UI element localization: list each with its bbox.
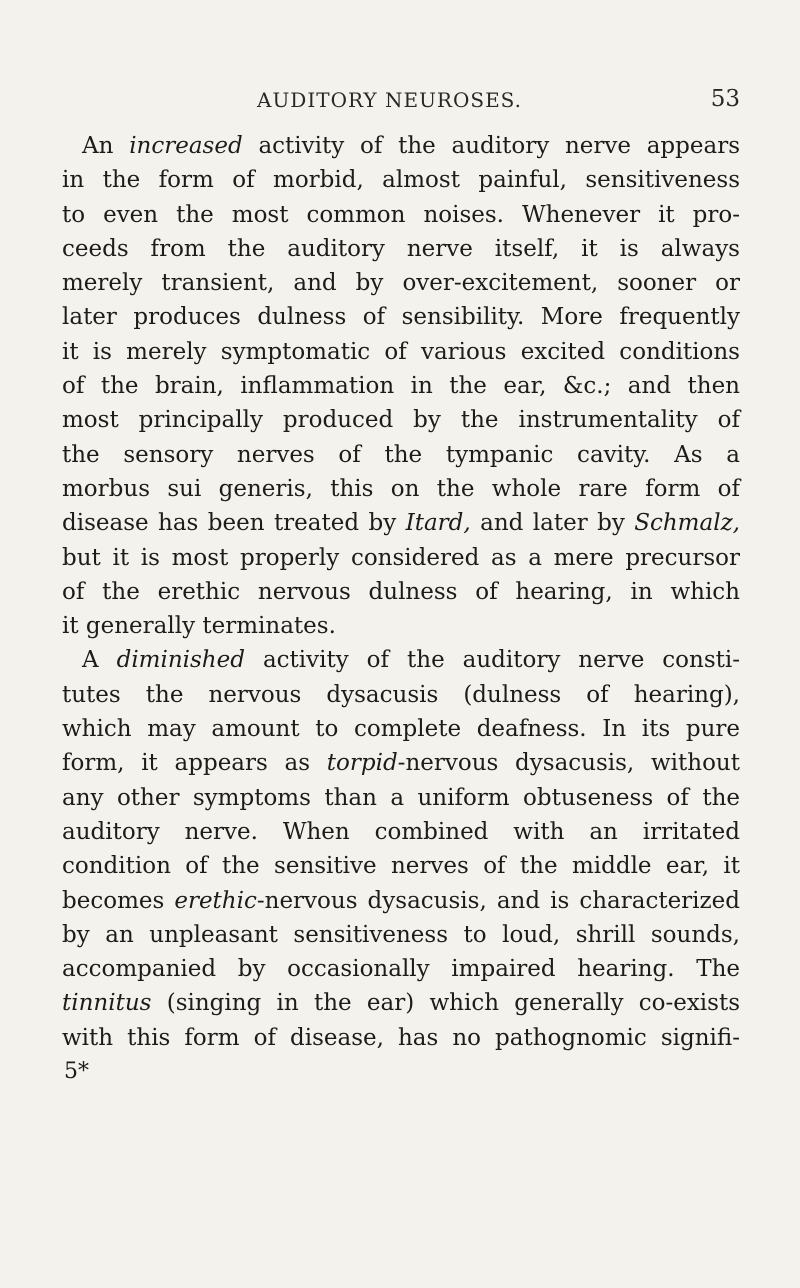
text-line: it is merely symptomatic of various excited conditions bbox=[62, 338, 740, 365]
text-line: becomes erethic-nervous dysacusis, and is characterized bbox=[62, 887, 740, 914]
text-line: of the brain, inflammation in the ear, &c.; and then bbox=[62, 373, 740, 400]
page-number: 53 bbox=[710, 86, 740, 112]
running-head: AUDITORY NEUROSES. bbox=[257, 88, 523, 112]
text-line: to even the most common noises. Whenever it pro- bbox=[62, 201, 740, 228]
text-line: auditory nerve. When combined with an irritated bbox=[62, 818, 740, 845]
text-line: tutes the nervous dysacusis (dulness of hearing), bbox=[62, 681, 740, 708]
page-header bbox=[62, 88, 740, 120]
body-text bbox=[62, 129, 740, 1089]
text-line: with this form of disease, has no pathognomic signifi- bbox=[62, 1024, 740, 1051]
text-line: tinnitus (singing in the ear) which generally co-exists bbox=[62, 990, 740, 1017]
text-line: merely transient, and by over-excitement, sooner or bbox=[62, 270, 740, 297]
text-line: An increased activity of the auditory nerve appears bbox=[82, 133, 740, 159]
text-line: most principally produced by the instrumentality of bbox=[62, 407, 740, 434]
text-line: any other symptoms than a uniform obtuseness of the bbox=[62, 784, 740, 811]
text-line: of the erethic nervous dulness of hearing, in which bbox=[62, 578, 740, 605]
text-line: by an unpleasant sensitiveness to loud, shrill sounds, bbox=[62, 921, 740, 948]
text-line: which may amount to complete deafness. In its pure bbox=[62, 716, 740, 743]
text-line: later produces dulness of sensibility. More frequently bbox=[62, 304, 740, 331]
text-line: form, it appears as torpid-nervous dysacusis, without bbox=[62, 750, 740, 777]
text-line: it generally terminates. bbox=[62, 613, 336, 640]
text-line: disease has been treated by Itard, and later by Schmalz, bbox=[62, 510, 740, 537]
text-line: in the form of morbid, almost painful, sensitiveness bbox=[62, 167, 740, 194]
text-line: the sensory nerves of the tympanic cavity. As a bbox=[62, 441, 740, 468]
text-line: A diminished activity of the auditory nerve consti- bbox=[82, 647, 741, 674]
text-line: condition of the sensitive nerves of the middle ear, it bbox=[62, 853, 740, 880]
signature-mark: 5* bbox=[64, 1059, 89, 1085]
text-line: accompanied by occasionally impaired hearing. The bbox=[62, 956, 740, 983]
text-line: ceeds from the auditory nerve itself, it is always bbox=[62, 235, 740, 262]
text-line: but it is most properly considered as a mere precursor bbox=[62, 544, 740, 571]
text-line: morbus sui generis, this on the whole rare form of bbox=[62, 475, 740, 502]
